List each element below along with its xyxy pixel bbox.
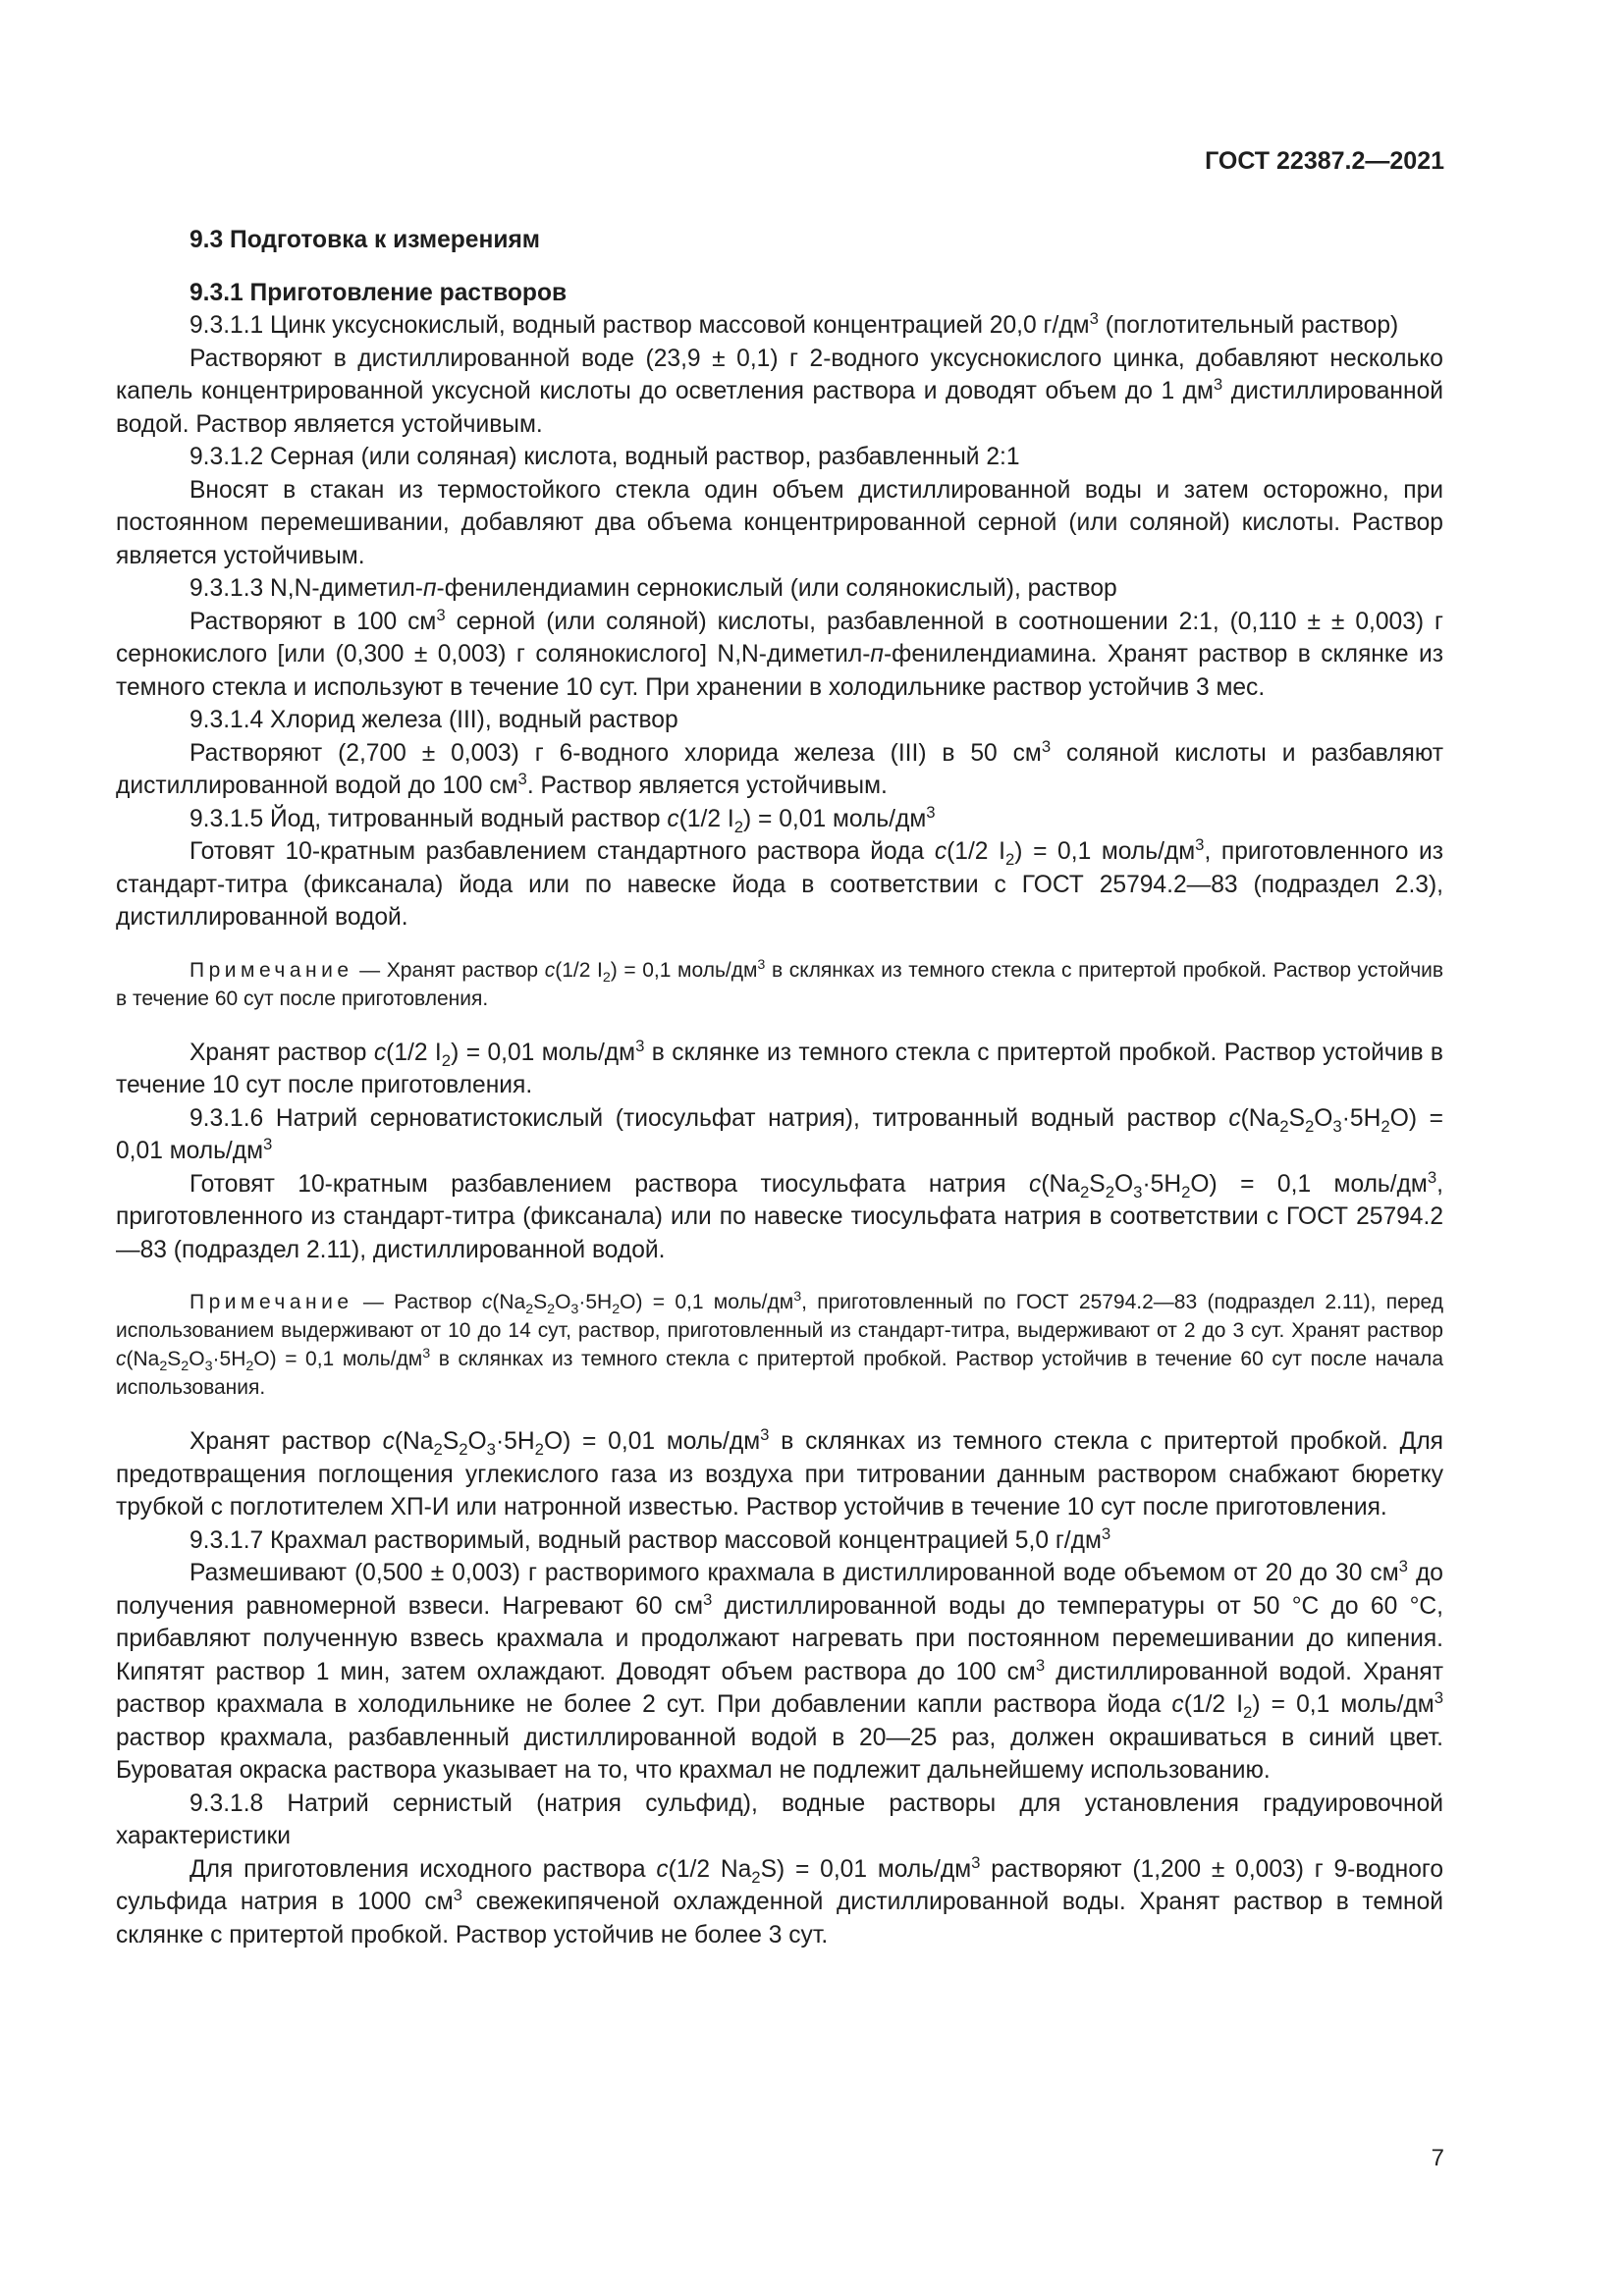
subsection-heading: 9.3.1 Приготовление растворов	[189, 279, 568, 306]
clause-9-3-1-6-title: 9.3.1.6 Натрий серноватистокислый (тиосульфат натрия), титрованный водный раствор $c(Na_2S_2O_3\cdot 5H_2O) = 0,01$ моль/$дм^3$	[116, 1104, 1443, 1164]
clause-9-3-1-7-body: Размешивают (0,500 ± 0,003) г растворимого крахмала в дистиллированной воде объемом от 20 до 30 $см^3$ до получения равномерной взвеси. Нагревают 60 $см^3$ дистиллированной воды до температуры от 50 °С до 60 °С, прибавляют полученную взвесь крахмала и продолжают нагревать при постоянном перемешивании до кипения. Кипятят раствор 1 мин, затем охлаждают. Доводят объем раствора до 100 $см^3$ дистиллированной водой. Хранят раствор крахмала в холодильнике не более 2 сут. При добавлении капли раствора йода c(1/2 $I_2) = 0,1$ моль/$дм^3$ раствор крахмала, разбавленный дистиллированной водой в 20—25 раз, должен окрашиваться в синий цвет. Буроватая окраска раствора указывает на то, что крахмал не подлежит дальнейшему использованию.	[116, 1556, 1443, 1784]
clause-9-3-1-5-storage: Хранят раствор c(1/2 $I_2) = 0,01$ моль/$дм^3$ в склянке из темного стекла с притертой пробкой. Раствор устойчив в течение 10 сут после приготовления.	[116, 1036, 1443, 1098]
clause-9-3-1-3-body: Растворяют в 100 $см^3$ серной (или соляной) кислоты, разбавленной в соотношении 2:1, (0,110 ± ± 0,003) г сернокислого [или (0,300 ± 0,003) г солянокислого] N,N-диметил-п-фенилендиамина. Хранят раствор в склянке из темного стекла и используют в течение 10 сут. При хранении в холодильнике раствор устойчив 3 мес.	[116, 605, 1444, 701]
section-heading: 9.3 Подготовка к измерениям	[189, 227, 540, 253]
document-body	[116, 224, 1443, 1951]
note-label: Примечание	[189, 958, 353, 982]
clause-9-3-1-3-title: 9.3.1.3 N,N-диметил-п-фенилендиамин сернокислый (или солянокислый), раствор	[189, 575, 1117, 602]
clause-9-3-1-7-title: 9.3.1.7 Крахмал растворимый, водный раствор массовой концентрацией 5,0 $г/дм^3$	[189, 1523, 1111, 1554]
document-number: ГОСТ 22387.2—2021	[1205, 147, 1444, 175]
clause-9-3-1-1-body: Растворяют в дистиллированной воде (23,9 ± 0,1) г 2-водного уксуснокислого цинка, добавляют несколько капель концентрированной уксусной кислоты до осветления раствора и доводят объем до 1 $дм^3$ дистиллированной водой. Раствор является устойчивым.	[116, 345, 1443, 438]
clause-9-3-1-8-title: 9.3.1.8 Натрий сернистый (натрия сульфид), водные растворы для установления градуировочной характеристики	[116, 1789, 1443, 1849]
note-label: Примечание	[189, 1291, 353, 1313]
clause-9-3-1-8-body: Для приготовления исходного раствора c(1/2 $Na_2S) = 0,01$ моль/$дм^3$ растворяют (1,200 ± 0,003) г 9-водного сульфида натрия в 1000 $см^3$ свежекипяченой охлажденной дистиллированной воды. Хранят раствор в темной склянке с притертой пробкой. Раствор устойчив не более 3 сут.	[116, 1852, 1444, 1949]
clause-9-3-1-4-title: 9.3.1.4 Хлорид железа (III), водный раствор	[189, 707, 678, 733]
clause-9-3-1-2-body: Вносят в стакан из термостойкого стекла один объем дистиллированной воды и затем осторожно, при постоянном перемешивании, добавляют два объема концентрированной серной (или соляной) кислоты. Раствор является устойчивым.	[116, 476, 1443, 569]
clause-9-3-1-5-title: 9.3.1.5 Йод, титрованный водный раствор c(1/2 $I_2) = 0,01$ моль/$дм^3$	[189, 802, 936, 836]
note-iodine: Примечание — Хранят раствор c(1/2 $I_2) = 0,1$ моль/$дм^3$ в склянках из темного стекла с притертой пробкой. Раствор устойчив в течение 60 сут после приготовления.	[116, 956, 1444, 1010]
clause-9-3-1-6-storage: Хранят раствор $c(Na_2S_2O_3\cdot 5H_2O) = 0,01$ моль/$дм^3$ в склянках из темного стекла с притертой пробкой. Для предотвращения поглощения углекислого газа из воздуха при титровании данным раствором снабжают бюретку трубкой с поглотителем ХП-И или натронной известью. Раствор устойчив в течение 10 сут после приготовления.	[116, 1424, 1443, 1521]
clause-9-3-1-4-body: Растворяют (2,700 ± 0,003) г 6-водного хлорида железа (III) в 50 $см^3$ соляной кислоты и разбавляют дистиллированной водой до 100 $см^3$. Раствор является устойчивым.	[116, 736, 1443, 799]
clause-9-3-1-6-body: Готовят 10-кратным разбавлением раствора тиосульфата натрия $c(Na_2S_2O_3\cdot 5H_2O) = 0,1$ моль/$дм^3$, приготовленного из стандарт-титра (фиксанала) или по навеске тиосульфата натрия в соответствии с ГОСТ 25794.2—83 (подраздел 2.11), дистиллированной водой.	[116, 1167, 1443, 1263]
page-number: 7	[1431, 2145, 1444, 2171]
clause-9-3-1-5-body: Готовят 10-кратным разбавлением стандартного раствора йода c(1/2 $I_2) = 0,1$ моль/$дм^3$, приготовленного из стандарт-титра (фиксанала) йода или по навеске йода в соответствии с ГОСТ 25794.2—83 (подраздел 2.3), дистиллированной водой.	[116, 834, 1444, 931]
note-thiosulfate: Примечание — Раствор $c(Na_2S_2O_3\cdot 5H_2O) = 0,1$ моль/$дм^3$, приготовленный по ГОСТ 25794.2—83 (подраздел 2.11), перед использованием выдерживают от 10 до 14 сут, раствор, приготовленный из стандарт-титра, выдерживают от 2 до 3 сут. Хранят раствор $c(Na_2S_2O_3\cdot 5H_2O) = 0,1$ моль/$дм^3$ в склянках из темного стекла с притертой пробкой. Раствор устойчив в течение 60 сут после начала использования.	[116, 1289, 1443, 1399]
clause-9-3-1-1-title: 9.3.1.1 Цинк уксуснокислый, водный раствор массовой концентрацией 20,0 $г/дм^3$ (поглотительный раствор)	[189, 308, 1399, 339]
clause-9-3-1-2-title: 9.3.1.2 Серная (или соляная) кислота, водный раствор, разбавленный 2:1	[189, 444, 1020, 470]
